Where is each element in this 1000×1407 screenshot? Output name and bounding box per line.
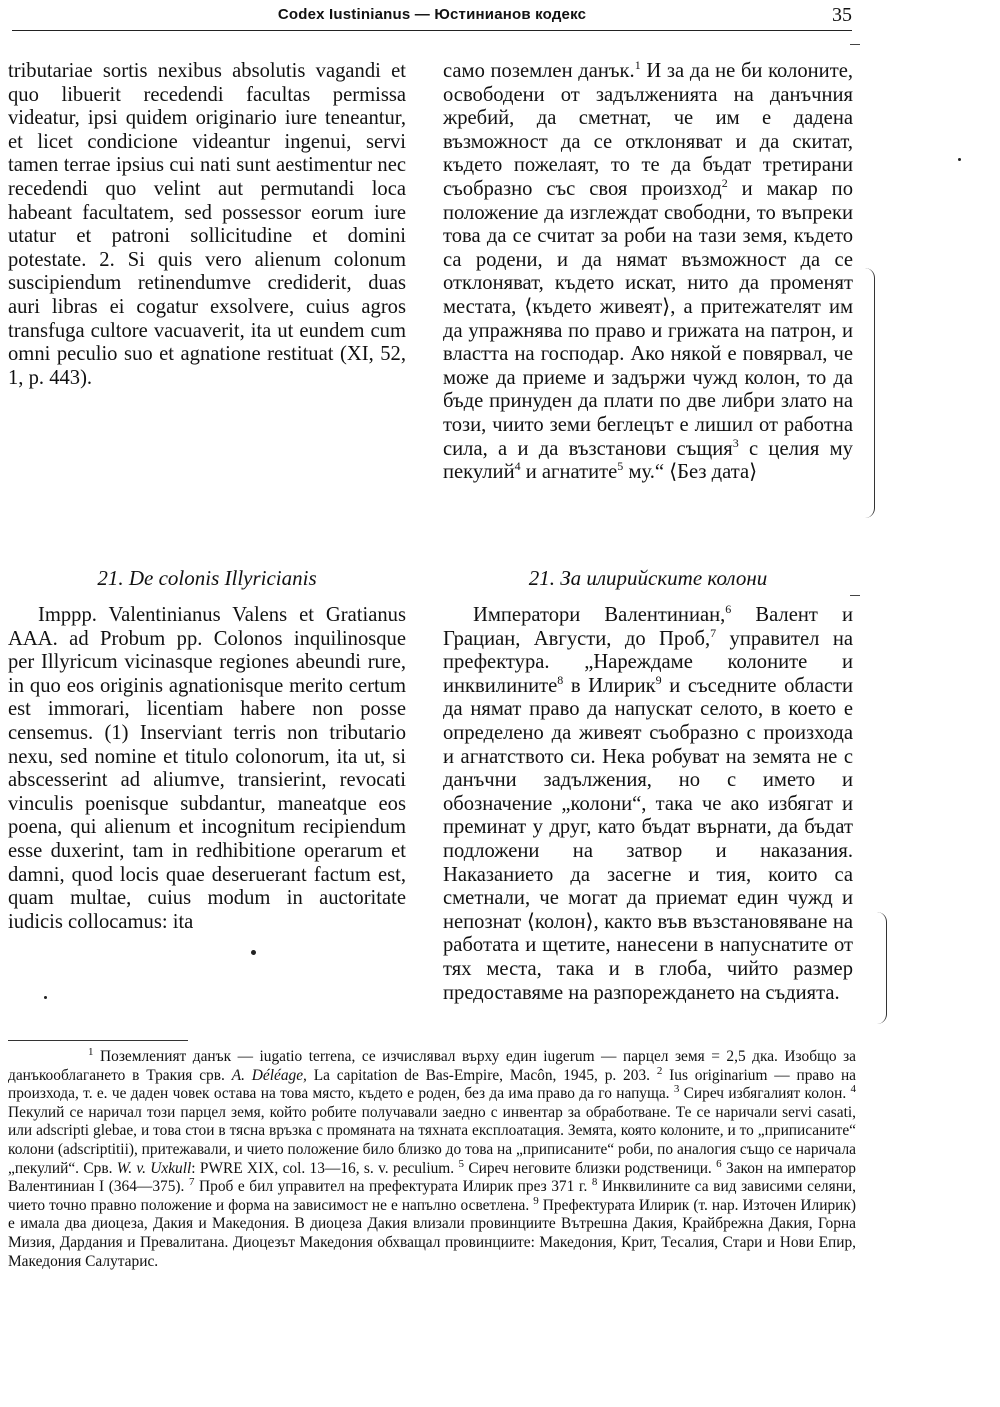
latin-paragraph: Imppp. Valentinianus Valens et Gratianus AAA. ad Probum pp. Colonos inquilinosque per Illyricum vicinasque regiones abeundi rure, in quo eos originis agnationisque merito certum est immorari, licentiam habere non posse censemus. (1) Inserviant terris non tributario nexu, sed nomine et titulo colonorum, ita ut, si abscesserint ad aliumve, transierint, revocati vinculis poenisque subdantur, maneatque eos poena, qui alienum et incognitum recipiendum esse duxerint, tam in redhibitione operarum et damni, quod locis quae deseruerant factum est, quam multae, cuius modum in auctoritate iudicis collocamus: ita (8, 604, 406, 933)
footnote-marker: 2 (721, 176, 728, 191)
cited-author: A. Déléage, (231, 1066, 307, 1084)
footnote-text: Поземленият данък — iugatio terrena, се изчислявал върху един iugerum — парцел земя = 2,5 дка. Изобщо за данъкооблагането в Тракия срв. (8, 1048, 856, 1084)
footnote-text: Закон на император Валентиниан I (364—375). (8, 1159, 856, 1196)
running-title: Codex Iustinianus — Юстинианов кодекс (277, 6, 587, 23)
footnote-number: 1 (88, 1045, 94, 1058)
text-run: с целия му пекулий (443, 437, 853, 484)
footnote-number: 9 (533, 1194, 539, 1207)
text-run: в Илирик (563, 674, 656, 697)
latin-text-top (8, 60, 406, 390)
section-title-latin: 21. De colonis Illyricianis (97, 566, 317, 590)
page-number: 35 (832, 4, 852, 26)
latin-paragraph: tributariae sortis nexibus absolutis vagandi et quo libuerit recedendi facultas permissa videatur, ipsi quidem originario iure teneantur, et licet condicione videantur ingenui, servi tamen terrae ipsius cui nati sunt aestimentur nec recedendi quo velint aut permutandi loca habeant facultatem, sed possessor eorum iure utatur et patroni sollicitudine et domini potestate. 2. Si quis vero alienum colonum suscipiendum retinendumve crediderit, duas auri libras ei cogatur exsolvere, cuius agros transfuga cultore vacuaverit, ita ut eundem cum omni peculio suo et agnatione restituat (XI, 52, 1, p. 443). (8, 60, 406, 389)
text-run: Валент и Грациан, Августи, до Проб, (443, 604, 853, 650)
margin-brace (858, 268, 875, 518)
footnotes (8, 1045, 857, 1271)
footnote-marker: 5 (617, 459, 624, 474)
footnote-marker: 7 (710, 625, 717, 640)
margin-tick (850, 44, 860, 45)
footnote-marker: 4 (514, 459, 521, 474)
page-speck (958, 158, 961, 161)
footnote-text: La capitation de Bas-Empire, Macôn, 1945, p. 203. (306, 1066, 657, 1084)
text-run: и агнатите (520, 461, 618, 484)
footnote-block (8, 1045, 857, 1271)
footnote-text: Пекулий се наричал този парцел земя, който робите получавали заедно с инвентар за обработване. Те се наричали servi casati, или adscripti glebae, и това стои в тясна връзка с промяната на тяхната експлоатация. Земята, която колоните, и то „приписаните“ колони (adscriptitii), притежавали, и чието положение било близко до това на „приписаните“ роби, по аналогия също се наричала „пекулий“. Срв. (8, 1103, 856, 1177)
text-run: му.“ ⟨Без дата⟩ (623, 461, 758, 484)
text-run: И за да не би колоните, освободени от задълженията на данъчния жребий, да сметнат, че им е дадена възможност да се отклоняват и да скитат, където пожелаят, то те да бъдат третирани съобразно със своя произход (443, 60, 853, 200)
footnote-text: Инквилините са вид зависими селяни, чието точно правно положение и форма на зависимост не е напълно осветлена. (8, 1178, 857, 1214)
footnote-marker: 3 (732, 435, 739, 450)
section-title-bulgarian: 21. За илирийските колони (528, 566, 768, 590)
page-header (12, 4, 852, 31)
footnote-text: Сиреч неговите близки родственици. (463, 1159, 717, 1177)
bulgarian-text-top (443, 60, 853, 485)
text-run: управител на префектура. „Нареждаме колоните и инквилините (443, 627, 854, 697)
footnote-number: 6 (716, 1157, 722, 1170)
text-run: и съседните области да нямат право да напускат селото, в което е определено да живеят съобразно с произхода и агнатството си. Нека робуват на земята не с данъчни задължения, но с името и обозначение „колони“, така че ако избягат и преминат у друг, като бъдат върнати, да бъдат подложени на затвор и наказания. Наказанието да засегне и тия, които са сметнали, че могат да приемат един чужд и непознат ⟨колон⟩, както във възстановяване на работата и щетите, нанесени в напуснатите от тях места, така и в глоба, чийто размер предоставяме на разпореждането на съдията. (443, 674, 853, 1004)
footnote-text: Ius originarium — право на произхода, т. е. че даден човек остава на това място, където е роден, без да има право да го напуща. (8, 1066, 857, 1103)
cited-author: W. v. Uxkull (116, 1159, 192, 1177)
margin-tick (850, 595, 860, 596)
footnote-rule (8, 1040, 188, 1041)
footnote-number: 4 (850, 1083, 856, 1096)
text-run: само поземлен данък. (443, 60, 635, 82)
bulgarian-text-section21 (443, 604, 853, 1005)
text-run: Императори Валентиниан, (473, 604, 726, 626)
footnote-text: : PWRE XIX, col. 13—16, s. v. peculium. (191, 1159, 459, 1177)
footnote-number: 8 (591, 1176, 598, 1189)
footnote-text: Проб е бил управител на префектурата Илирик през 371 г. (194, 1178, 592, 1196)
bulgarian-paragraph (443, 60, 853, 485)
page-speck (251, 950, 256, 955)
footnote-number: 5 (458, 1157, 464, 1170)
footnote-text: Сиреч избягалият колон. (679, 1085, 851, 1103)
bulgarian-paragraph (443, 604, 853, 1005)
footnote-marker: 9 (655, 672, 662, 687)
footnote-text: Префектурата Илирик (т. нар. Източен Илирик) е имала два диоцеза, Дакия и Македония. В диоцеза Дакия влизали провинциите Вътрешна Дакия, Крайбрежна Дакия, Горна Мизия, Дардания и Превалитана. Диоцезът Македония обхващал провинциите: Македония, Крит, Тесалия, Стари и Нови Епир, Македония Салутарис. (8, 1196, 856, 1270)
footnote-marker: 6 (725, 602, 732, 617)
latin-text-section21 (8, 604, 406, 934)
text-run: и макар по положение да изглеждат свободни, то въпреки това да се считат за роби на тази земя, където са родени, и да нямат възможност да се отклоняват, където искат, нито да променят местата, ⟨където живеят⟩, а притежателят им да упражнява по право и грижата на патрон, и властта на господар. Ако някой е повярвал, че може да приеме и задържи чужд колон, то да бъде принуден да плати по две либри злато на този, чиито земи беглецът е лишил от работна сила, а и да възстанови същия (443, 177, 853, 460)
margin-brace (872, 912, 887, 1024)
footnote-number: 2 (656, 1064, 663, 1077)
footnote-number: 7 (188, 1176, 195, 1189)
footnote-marker: 8 (557, 672, 564, 687)
page-speck (44, 996, 47, 999)
footnote-number: 3 (673, 1083, 680, 1096)
footnote-marker: 1 (634, 58, 641, 73)
